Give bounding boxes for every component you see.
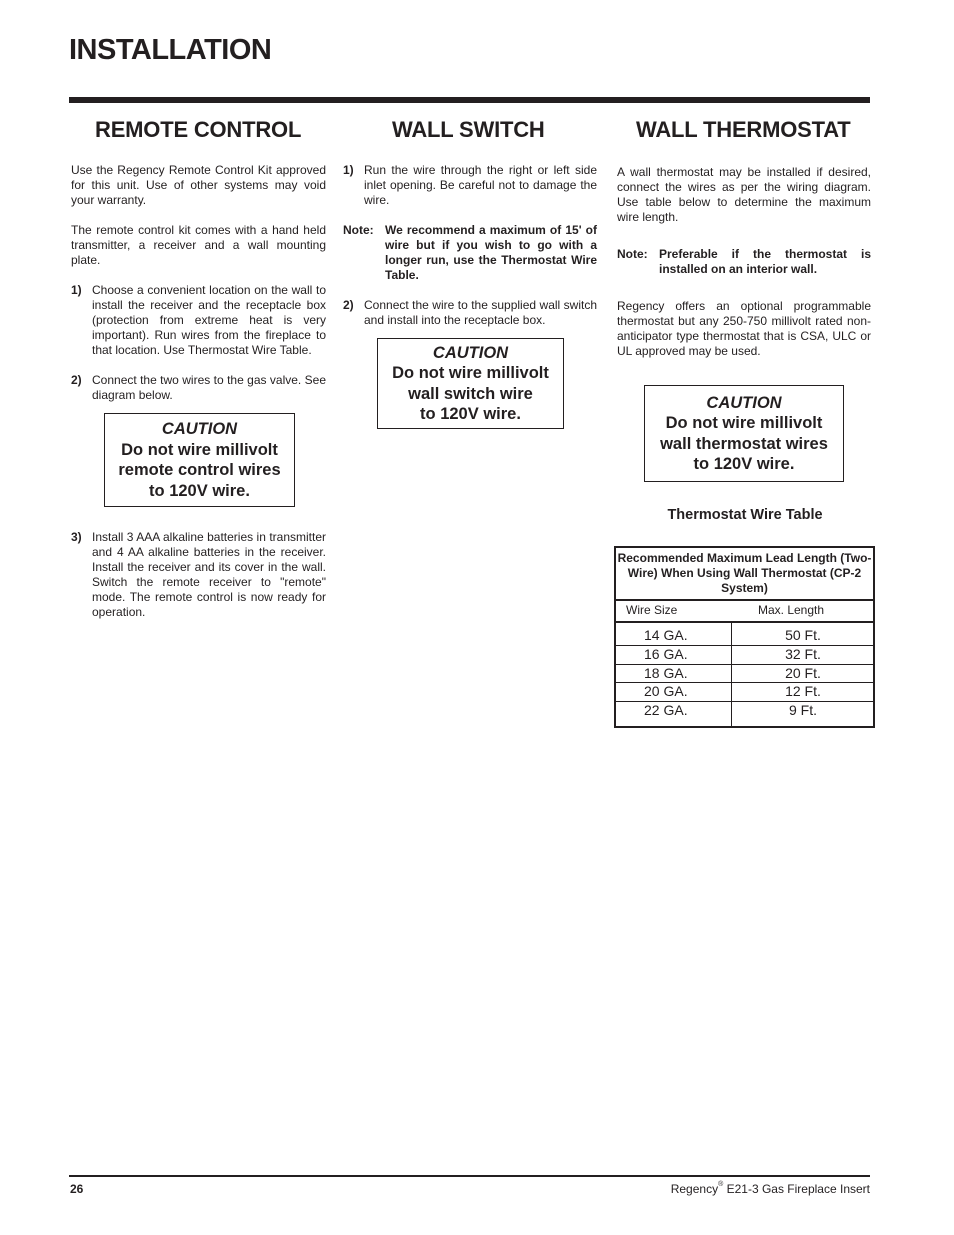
caution-title: CAUTION [432,343,509,362]
wire-size-cell: 22 GA. [644,702,688,718]
wall-thermostat-note [617,247,871,277]
step-text: Install 3 AAA alkaline batteries in transmitter and 4 AA alkaline batteries in the receiver. Install the receiver and its cover in the wall. Switch the remote receiver to "remote" mode. The remote control is now ready for operation. [92,530,326,619]
footer-brand: Regency [670,1182,719,1196]
max-length-cell: 32 Ft. [785,646,821,662]
note-label: Note: [617,247,648,261]
max-length-cell: 20 Ft. [785,665,821,681]
table-divider [616,621,873,623]
column-header-max-length: Max. Length [758,603,825,617]
caution-body: Do not wire millivolt wall switch wire to 120V wire. [392,364,549,423]
wall-switch-caution-box [377,338,564,429]
remote-step-2 [71,373,326,403]
caution-body: Do not wire millivolt wall thermostat wires to 120V wire. [660,414,828,473]
page-title: INSTALLATION [69,34,272,66]
step-text: Run the wire through the right or left side inlet opening. Be careful not to damage the wire. [364,163,597,207]
step-number: 1) [343,163,354,177]
registered-mark: ® [718,1181,724,1188]
thermostat-wire-table [614,546,875,728]
caution-title: CAUTION [161,420,238,438]
wire-size-cell: 18 GA. [644,665,688,681]
caution-body: Do not wire millivolt remote control wires to 120V wire. [118,440,281,500]
table-row [616,682,873,701]
wire-table-header: Recommended Maximum Lead Length (Two-Wire) When Using Wall Thermostat (CP-2 System) [617,551,872,595]
step-number: 1) [71,283,82,297]
step-number: 2) [343,298,354,312]
footer-document-title [671,1182,870,1196]
remote-control-intro: Use the Regency Remote Control Kit approved for this unit. Use of other systems may void your warranty. [71,163,326,207]
remote-control-heading: REMOTE CONTROL [95,117,302,142]
note-label: Note: [343,223,374,237]
wire-size-cell: 14 GA. [644,627,688,643]
column-header-wire-size: Wire Size [626,603,678,617]
top-rule [69,97,870,103]
switch-step-2 [343,298,597,328]
step-text: Connect the two wires to the gas valve. See diagram below. [92,373,326,402]
remote-control-kit-contents: The remote control kit comes with a hand held transmitter, a receiver and a wall mounting plate. [71,223,326,267]
footer-model: E21-3 Gas Fireplace Insert [723,1182,870,1196]
table-divider [616,599,873,601]
max-length-cell: 9 Ft. [788,702,817,718]
wall-thermostat-options: Regency offers an optional programmable thermostat but any 250-750 millivolt rated non-anticipator type thermostat that is CSA, ULC or UL approved may be used. [617,299,871,358]
caution-title: CAUTION [706,393,782,412]
max-length-cell: 50 Ft. [785,627,821,643]
wall-thermostat-caution-box [644,385,844,482]
wall-switch-note [343,223,597,283]
table-row [616,664,873,683]
step-number: 3) [71,530,82,544]
wall-thermostat-intro: A wall thermostat may be installed if desired, connect the wires as per the wiring diagram. Use table below to determine the maximum wire length. [617,165,871,224]
step-text: Connect the wire to the supplied wall switch and install into the receptacle box. [364,298,597,327]
note-text: Preferable if the thermostat is installed on an interior wall. [659,247,871,276]
bottom-rule [69,1175,870,1177]
wire-size-cell: 20 GA. [644,683,688,699]
note-text: We recommend a maximum of 15' of wire but if you wish to go with a longer run, use the Thermostat Wire Table. [385,223,597,282]
wire-table-title: Thermostat Wire Table [667,507,823,523]
table-row [616,626,873,645]
step-text: Choose a convenient location on the wall to install the receiver and the receptacle box (protection from extreme heat is very important). Run wires from the fireplace to that location. Use Thermostat Wire Table. [92,283,326,357]
table-row [616,645,873,664]
remote-step-3 [71,530,326,620]
wall-switch-heading: WALL SWITCH [392,117,545,142]
remote-control-caution-box [104,413,295,507]
wall-thermostat-heading: WALL THERMOSTAT [636,117,851,142]
remote-step-1 [71,283,326,358]
wire-size-cell: 16 GA. [644,646,688,662]
page-number: 26 [70,1182,84,1196]
table-row [616,701,873,720]
step-number: 2) [71,373,82,387]
max-length-cell: 12 Ft. [785,683,821,699]
switch-step-1 [343,163,597,208]
